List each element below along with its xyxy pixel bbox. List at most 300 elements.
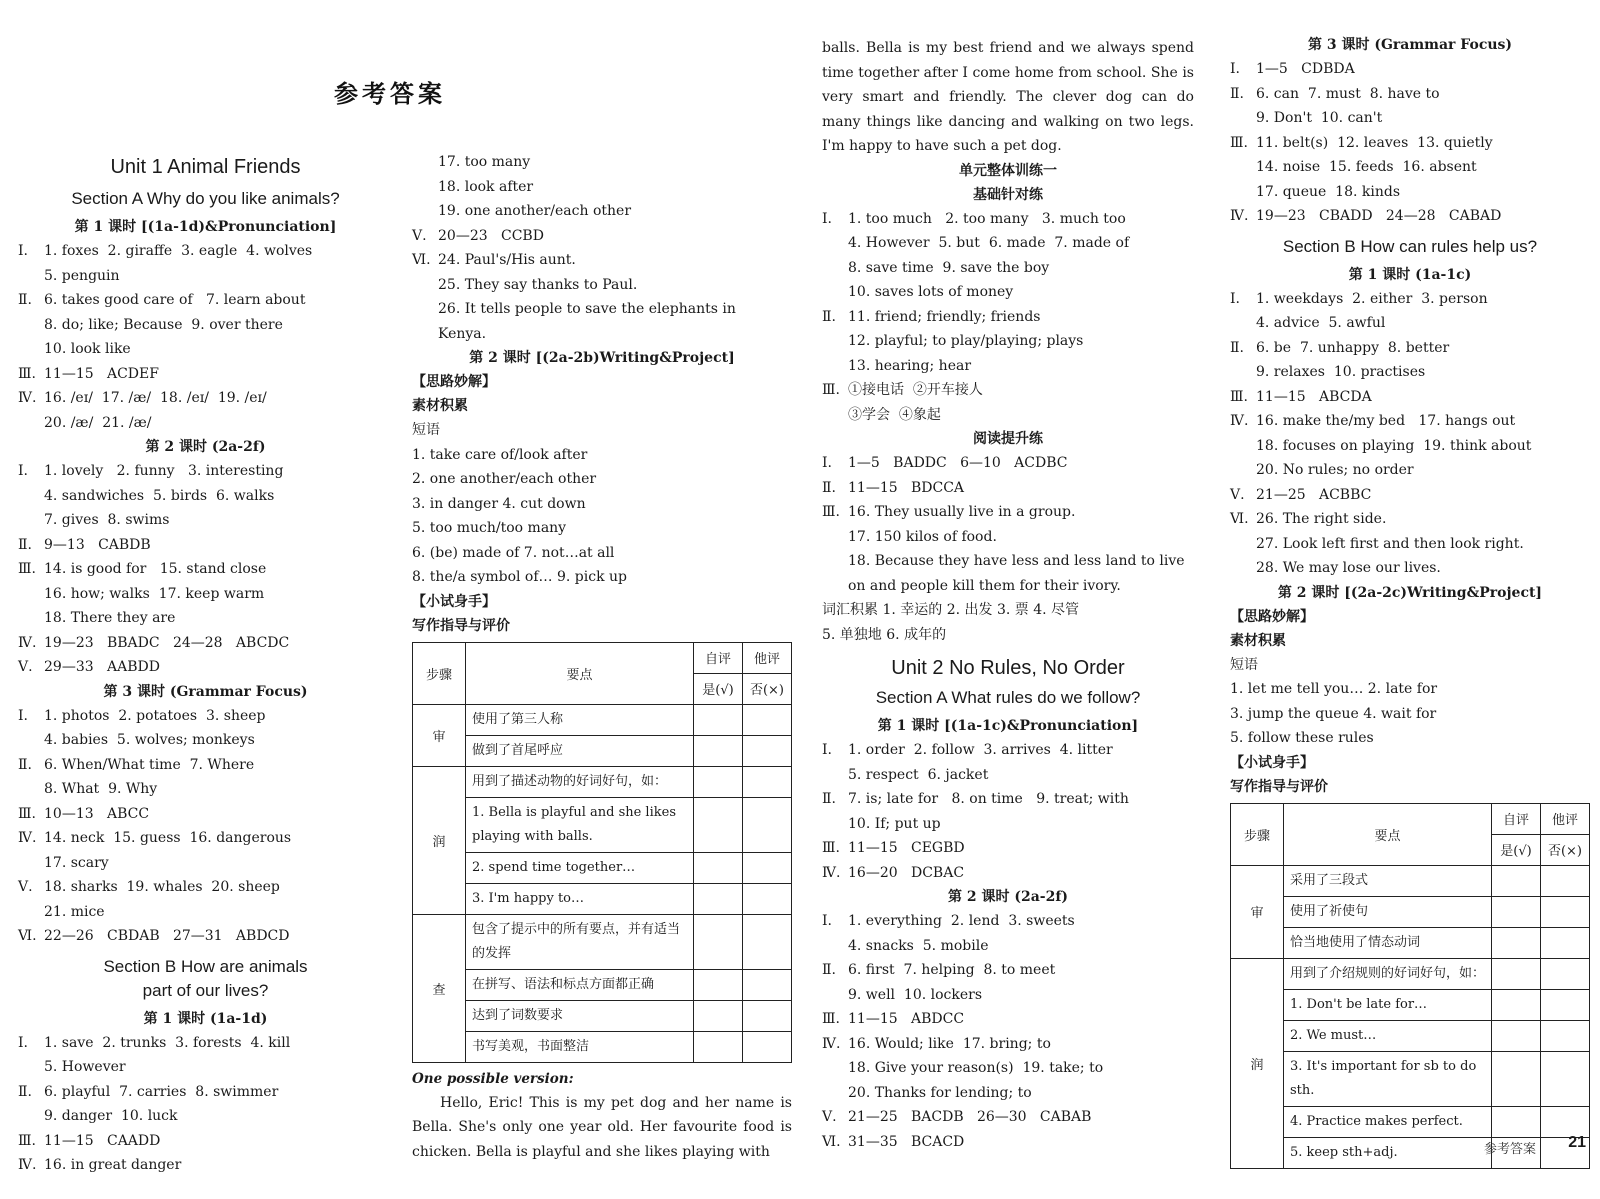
answer-text: 18. Give your reason(s) 19. take; to: [848, 1060, 1104, 1076]
answer-row: [18, 606, 393, 631]
answer-row: [822, 329, 1194, 354]
rubric-row: [1231, 1020, 1590, 1051]
rubric-header-points: 要点: [466, 642, 694, 704]
roman-numeral: [822, 280, 848, 305]
answer-text: 14. is good for 15. stand close: [44, 561, 267, 577]
answer-text: 20—23 CCBD: [438, 227, 544, 244]
roman-numeral: Ⅱ.: [822, 791, 836, 807]
roman-numeral: [1230, 532, 1256, 557]
rubric-point: 达到了词数要求: [466, 1000, 694, 1031]
rubric-point: 用到了描述动物的好词好句，如：: [466, 766, 694, 797]
roman-numeral: [412, 273, 438, 298]
answer-text: 1. order 2. follow 3. arrives 4. litter: [848, 742, 1113, 758]
answer-row: [822, 451, 1194, 476]
answer-list: [822, 738, 1194, 885]
essay-paragraph: Hello, Eric! This is my pet dog and her name is Bella. She's only one year old. Her favourite food is chicken. Bella is playful and she likes playing with: [412, 1094, 792, 1160]
rubric-grid: [412, 642, 792, 1063]
section-b-title: [18, 955, 393, 1003]
rubric-step: 润: [1231, 958, 1284, 1168]
roman-numeral: Ⅰ.: [822, 913, 832, 929]
rubric-row: [413, 735, 792, 766]
answer-text: 24. Paul's/His aunt.: [438, 252, 576, 268]
answer-text: 16. /eɪ/ 17. /æ/ 18. /eɪ/ 19. /eɪ/: [44, 390, 267, 406]
answer-text: 7. gives 8. swims: [44, 512, 170, 528]
rubric-header-yes: 是(√): [1492, 834, 1541, 865]
rubric-row: [413, 883, 792, 914]
answer-row: [412, 224, 792, 249]
roman-numeral: [822, 231, 848, 256]
answer-row: [412, 150, 792, 175]
answer-text: 8. do; like; Because 9. over there: [44, 316, 283, 333]
answer-row: [18, 875, 393, 900]
answer-text: 11. friend; friendly; friends: [848, 308, 1041, 325]
answer-list: [822, 909, 1194, 1154]
roman-numeral: Ⅴ.: [412, 227, 427, 244]
answer-text: 21—25 ACBBC: [1256, 486, 1372, 503]
answer-row: [822, 738, 1194, 763]
answer-row: [822, 1056, 1194, 1081]
answer-row: [1230, 82, 1590, 107]
roman-numeral: Ⅱ.: [822, 962, 836, 978]
rubric-row: [413, 852, 792, 883]
answer-row: [412, 322, 792, 347]
answer-text: 11—15 CEGBD: [848, 840, 965, 856]
peer-check-cell: [743, 1031, 792, 1062]
peer-check-cell: [1541, 1106, 1590, 1137]
roman-numeral: Ⅴ.: [18, 879, 33, 895]
rubric-point: 1. Bella is playful and she likes playing with balls.: [466, 797, 694, 852]
answer-row: [1230, 434, 1590, 459]
roman-numeral: Ⅰ.: [822, 455, 832, 471]
guide-label: 写作指导与评价: [412, 617, 510, 634]
rubric-header-peer: 他评: [1541, 803, 1590, 834]
lesson-title: 第 1 课时 [(1a-1c)&Pronunciation]: [877, 718, 1139, 734]
roman-numeral: [412, 150, 438, 175]
roman-numeral: [412, 297, 438, 322]
roman-numeral: [1230, 434, 1256, 459]
answer-text: 18. look after: [438, 178, 534, 195]
roman-numeral: [822, 812, 848, 837]
roman-numeral: [822, 934, 848, 959]
answer-row: [18, 313, 393, 338]
material-label: 素材积累: [412, 398, 468, 414]
rubric-header-yes: 是(√): [694, 673, 743, 704]
roman-numeral: Ⅲ.: [18, 561, 36, 577]
answer-row: [822, 403, 1194, 428]
phrase-item: 3. jump the queue 4. wait for: [1230, 705, 1437, 722]
answer-text: 10—13 ABCC: [44, 805, 150, 822]
self-check-cell: [694, 1000, 743, 1031]
rubric-point: 5. keep sth+adj.: [1284, 1137, 1492, 1168]
roman-numeral: Ⅳ.: [1230, 413, 1249, 429]
answer-text: 18. sharks 19. whales 20. sheep: [44, 879, 280, 895]
phrase-label: 短语: [1230, 656, 1258, 673]
answer-text: 1. everything 2. lend 3. sweets: [848, 913, 1075, 929]
answer-list: [1230, 287, 1590, 581]
rubric-point: 在拼写、语法和标点方面都正确: [466, 969, 694, 1000]
peer-check-cell: [1541, 927, 1590, 958]
peer-check-cell: [743, 852, 792, 883]
answer-row: [18, 631, 393, 656]
roman-numeral: [822, 983, 848, 1008]
rubric-row: [413, 969, 792, 1000]
self-check-cell: [694, 735, 743, 766]
answer-text: 4. sandwiches 5. birds 6. walks: [44, 487, 275, 504]
rubric-header-self: 自评: [1492, 803, 1541, 834]
answer-row: [1230, 483, 1590, 508]
answer-row: [822, 305, 1194, 330]
answer-text: 11. belt(s) 12. leaves 13. quietly: [1256, 134, 1493, 151]
roman-numeral: Ⅰ.: [822, 210, 832, 227]
answer-text: 10. If; put up: [848, 815, 941, 832]
answer-list: [412, 150, 792, 346]
roman-numeral: [822, 329, 848, 354]
answer-row: [18, 533, 393, 558]
lesson-title: 第 3 课时 (Grammar Focus): [103, 683, 308, 700]
answer-text: 6. first 7. helping 8. to meet: [848, 962, 1056, 978]
answer-row: [18, 582, 393, 607]
peer-check-cell: [1541, 958, 1590, 989]
answer-row: [18, 1080, 393, 1105]
roman-numeral: [18, 411, 44, 436]
rubric-row: [413, 704, 792, 735]
answer-text: 4. babies 5. wolves; monkeys: [44, 732, 255, 748]
roman-numeral: Ⅲ.: [822, 504, 840, 520]
answer-text: 28. We may lose our lives.: [1256, 560, 1441, 576]
answer-row: [1230, 409, 1590, 434]
roman-numeral: [822, 1081, 848, 1106]
roman-numeral: [18, 728, 44, 753]
roman-numeral: [1230, 106, 1256, 131]
answer-row: [18, 239, 393, 264]
peer-check-cell: [743, 797, 792, 852]
answer-row: [412, 248, 792, 273]
vocab-line: 词汇积累 1. 幸运的 2. 出发 3. 票 4. 尽管: [822, 602, 1080, 618]
answer-row: [1230, 360, 1590, 385]
answer-row: [822, 1032, 1194, 1057]
rubric-step: 审: [413, 704, 466, 766]
tips-label: 【思路妙解】: [412, 374, 496, 390]
answer-text: 17. too many: [438, 154, 531, 170]
roman-numeral: Ⅲ.: [822, 382, 840, 398]
peer-check-cell: [743, 766, 792, 797]
answer-row: [18, 924, 393, 949]
roman-numeral: [18, 582, 44, 607]
rubric-header-peer: 他评: [743, 642, 792, 673]
answer-row: [18, 777, 393, 802]
answer-row: [18, 728, 393, 753]
rubric-point: 书写美观，书面整洁: [466, 1031, 694, 1062]
rubric-header-step: 步骤: [1231, 803, 1284, 865]
answer-text: 21. mice: [44, 903, 105, 920]
roman-numeral: Ⅱ.: [18, 536, 32, 553]
rubric-point: 3. It's important for sb to do sth.: [1284, 1051, 1492, 1106]
roman-numeral: Ⅰ.: [18, 707, 28, 724]
peer-check-cell: [743, 914, 792, 969]
answer-row: [1230, 155, 1590, 180]
rubric-header-no: 否(×): [743, 673, 792, 704]
answer-text: 1. foxes 2. giraffe 3. eagle 4. wolves: [44, 243, 313, 259]
roman-numeral: Ⅳ.: [18, 1157, 37, 1173]
answer-text: 25. They say thanks to Paul.: [438, 276, 638, 293]
answer-row: [18, 1031, 393, 1056]
answer-row: [18, 337, 393, 362]
rubric-point: 2. We must…: [1284, 1020, 1492, 1051]
answer-row: [412, 175, 792, 200]
answer-row: [1230, 106, 1590, 131]
roman-numeral: Ⅳ.: [18, 830, 37, 846]
peer-check-cell: [1541, 1051, 1590, 1106]
answer-row: [822, 934, 1194, 959]
tips-label: 【思路妙解】: [1230, 608, 1314, 625]
rubric-point: 采用了三段式: [1284, 865, 1492, 896]
rubric-step: 审: [1231, 865, 1284, 958]
answer-list: [1230, 57, 1590, 229]
answer-text: 13. hearing; hear: [848, 357, 972, 374]
answer-row: [1230, 336, 1590, 361]
version-label: One possible version:: [412, 1070, 574, 1087]
roman-numeral: [18, 264, 44, 289]
answer-text: 6. be 7. unhappy 8. better: [1256, 339, 1450, 356]
roman-numeral: [412, 175, 438, 200]
roman-numeral: [1230, 458, 1256, 483]
roman-numeral: Ⅰ.: [18, 243, 28, 259]
answer-text: 4. However 5. but 6. made 7. made of: [848, 235, 1130, 251]
answer-row: [1230, 57, 1590, 82]
roman-numeral: Ⅱ.: [1230, 85, 1244, 102]
answer-row: [822, 354, 1194, 379]
answer-row: [18, 264, 393, 289]
phrase-item: 5. too much/too many: [412, 520, 567, 536]
column-2: [412, 150, 792, 1164]
unit-training-title: 单元整体训练一: [959, 162, 1057, 179]
answer-text: 11—15 ABCDA: [1256, 388, 1372, 405]
answer-text: 9. relaxes 10. practises: [1256, 364, 1426, 380]
answer-text: 17. 150 kilos of food.: [848, 528, 997, 545]
roman-numeral: [18, 337, 44, 362]
roman-numeral: Ⅱ.: [1230, 339, 1244, 356]
rubric-point: 4. Practice makes perfect.: [1284, 1106, 1492, 1137]
answer-row: [18, 508, 393, 533]
answer-text: 19—23 CBADD 24—28 CABAD: [1256, 208, 1502, 224]
rubric-point: 1. Don't be late for…: [1284, 989, 1492, 1020]
rubric-table: [1230, 803, 1590, 1169]
answer-row: [412, 297, 792, 322]
peer-check-cell: [1541, 865, 1590, 896]
answer-row: [412, 273, 792, 298]
answer-row: [18, 1104, 393, 1129]
reading-title: 阅读提升练: [973, 431, 1043, 447]
lesson-title: 第 2 课时 (2a-2f): [145, 439, 266, 455]
page-number: 21: [1568, 1134, 1586, 1151]
phrase-list: [412, 443, 792, 590]
lesson-title: 第 2 课时 [(2a-2c)Writing&Project]: [1277, 584, 1543, 601]
peer-check-cell: [743, 883, 792, 914]
phrase-item: 1. let me tell you… 2. late for: [1230, 681, 1438, 697]
column-4: [1230, 33, 1590, 1173]
answer-row: [18, 704, 393, 729]
answer-row: [1230, 311, 1590, 336]
roman-numeral: Ⅲ.: [1230, 388, 1248, 405]
rubric-row: [1231, 1051, 1590, 1106]
answer-row: [822, 861, 1194, 886]
lesson-title: 第 1 课时 (1a-1c): [1348, 266, 1472, 283]
self-check-cell: [1492, 989, 1541, 1020]
answer-text: 1. save 2. trunks 3. forests 4. kill: [44, 1034, 291, 1051]
answer-text: 20. /æ/ 21. /æ/: [44, 414, 152, 431]
rubric-row: [1231, 1106, 1590, 1137]
lesson-title: 第 1 课时 (1a-1d): [143, 1010, 268, 1027]
roman-numeral: [18, 508, 44, 533]
answer-row: [1230, 385, 1590, 410]
answer-list: [822, 207, 1194, 428]
answer-text: 8. What 9. Why: [44, 781, 158, 797]
answer-text: 19—23 BBADC 24—28 ABCDC: [44, 634, 290, 651]
answer-row: [822, 958, 1194, 983]
answers-banner: 参考答案: [334, 80, 446, 108]
answer-text: 11—15 ABDCC: [848, 1011, 965, 1027]
answer-row: [18, 753, 393, 778]
lesson-title: 第 2 课时 [(2a-2b)Writing&Project]: [469, 350, 735, 366]
roman-numeral: [822, 574, 848, 599]
peer-check-cell: [743, 735, 792, 766]
answer-row: [18, 851, 393, 876]
roman-numeral: [822, 354, 848, 379]
self-check-cell: [694, 766, 743, 797]
roman-numeral: Ⅵ.: [822, 1133, 841, 1150]
answer-row: [822, 763, 1194, 788]
basic-practice-title: 基础针对练: [973, 186, 1043, 203]
roman-numeral: Ⅱ.: [18, 292, 32, 308]
peer-check-cell: [743, 969, 792, 1000]
answer-text: 11—15 BDCCA: [848, 479, 965, 496]
roman-numeral: Ⅱ.: [822, 479, 836, 496]
answer-row: [1230, 556, 1590, 581]
roman-numeral: Ⅱ.: [18, 756, 32, 773]
answer-text: 14. noise 15. feeds 16. absent: [1256, 159, 1477, 175]
answer-text: 1. lovely 2. funny 3. interesting: [44, 463, 284, 479]
answer-text: 27. Look left first and then look right.: [1256, 535, 1524, 552]
answer-list: [822, 451, 1194, 598]
roman-numeral: Ⅲ.: [822, 1011, 840, 1027]
essay-continued: balls. Bella is my best friend and we always spend time together after I come home from school. She is very smart and friendly. The clever dog can do many things like dancing and walking on two legs. I'm happy to have such a pet dog.: [822, 40, 1194, 154]
self-check-cell: [694, 969, 743, 1000]
self-check-cell: [1492, 1020, 1541, 1051]
answer-row: [822, 256, 1194, 281]
answer-row: [822, 1007, 1194, 1032]
roman-numeral: [1230, 360, 1256, 385]
self-check-cell: [694, 797, 743, 852]
section-a-title: Section A What rules do we follow?: [875, 688, 1141, 707]
rubric-point: 做到了首尾呼应: [466, 735, 694, 766]
rubric-point: 3. I'm happy to…: [466, 883, 694, 914]
self-check-cell: [1492, 927, 1541, 958]
answer-row: [822, 787, 1194, 812]
material-label: 素材积累: [1230, 632, 1286, 649]
answer-row: [822, 909, 1194, 934]
roman-numeral: Ⅰ.: [18, 1034, 28, 1051]
answer-text: 21—25 BACDB 26—30 CABAB: [848, 1109, 1092, 1125]
rubric-point: 恰当地使用了情态动词: [1284, 927, 1492, 958]
answer-row: [822, 574, 1194, 599]
unit2-title: Unit 2 No Rules, No Order: [891, 657, 1125, 679]
answer-text: 4. snacks 5. mobile: [848, 937, 989, 954]
answer-text: 8. save time 9. save the boy: [848, 259, 1050, 276]
answer-list: [18, 1031, 393, 1178]
roman-numeral: Ⅲ.: [1230, 134, 1248, 151]
phrase-list: [1230, 677, 1590, 751]
answer-row: [822, 525, 1194, 550]
answer-text: ③学会 ④象起: [848, 406, 941, 423]
roman-numeral: [412, 322, 438, 347]
phrase-item: 8. the/a symbol of… 9. pick up: [412, 569, 627, 585]
answer-row: [18, 557, 393, 582]
answer-text: 10. saves lots of money: [848, 284, 1014, 300]
answer-list: [18, 459, 393, 680]
answer-text: 9—13 CABDB: [44, 536, 151, 553]
rubric-point: 用到了介绍规则的好词好句，如：: [1284, 958, 1492, 989]
self-check-cell: [1492, 958, 1541, 989]
roman-numeral: [18, 851, 44, 876]
answer-text: 10. look like: [44, 341, 131, 357]
footer-label: 参考答案: [1483, 1142, 1536, 1157]
answer-row: [822, 231, 1194, 256]
answer-text: 5. respect 6. jacket: [848, 766, 989, 783]
answer-text: on and people kill them for their ivory.: [848, 577, 1121, 594]
roman-numeral: [1230, 180, 1256, 205]
roman-numeral: Ⅱ.: [822, 308, 836, 325]
answer-row: [412, 199, 792, 224]
answer-row: [18, 1055, 393, 1080]
section-b-title: Section B How can rules help us?: [1282, 236, 1538, 256]
answer-text: 22—26 CBDAB 27—31 ABDCD: [44, 928, 290, 944]
answer-row: [1230, 204, 1590, 229]
answer-list: [18, 704, 393, 949]
answer-row: [822, 378, 1194, 403]
answer-row: [18, 459, 393, 484]
self-check-cell: [694, 1031, 743, 1062]
answer-text: 6. takes good care of 7. learn about: [44, 292, 306, 308]
try-label: 【小试身手】: [1230, 754, 1314, 771]
answer-text: 6. When/What time 7. Where: [44, 756, 255, 773]
answer-row: [822, 1081, 1194, 1106]
answer-text: 18. There they are: [44, 610, 176, 626]
roman-numeral: [18, 484, 44, 509]
peer-check-cell: [743, 1000, 792, 1031]
column-1: [18, 60, 393, 1178]
roman-numeral: [18, 313, 44, 338]
self-check-cell: [694, 852, 743, 883]
rubric-header-no: 否(×): [1541, 834, 1590, 865]
rubric-row: [413, 766, 792, 797]
rubric-table: [412, 642, 792, 1063]
rubric-point: 2. spend time together…: [466, 852, 694, 883]
answer-row: [18, 411, 393, 436]
lesson-title: 第 2 课时 (2a-2f): [948, 889, 1068, 905]
phrase-item: 2. one another/each other: [412, 471, 597, 487]
roman-numeral: Ⅰ.: [1230, 290, 1240, 307]
roman-numeral: [822, 1056, 848, 1081]
answer-text: 1. weekdays 2. either 3. person: [1256, 290, 1488, 307]
answer-text: 18. Because they have less and less land to live: [848, 553, 1185, 569]
self-check-cell: [1492, 1106, 1541, 1137]
section-b-title-line2: part of our lives?: [142, 980, 269, 1000]
roman-numeral: [822, 549, 848, 574]
answer-text: 20. Thanks for lending; to: [848, 1084, 1032, 1101]
self-check-cell: [1492, 896, 1541, 927]
peer-check-cell: [1541, 989, 1590, 1020]
answer-text: 11—15 CAADD: [44, 1132, 161, 1149]
